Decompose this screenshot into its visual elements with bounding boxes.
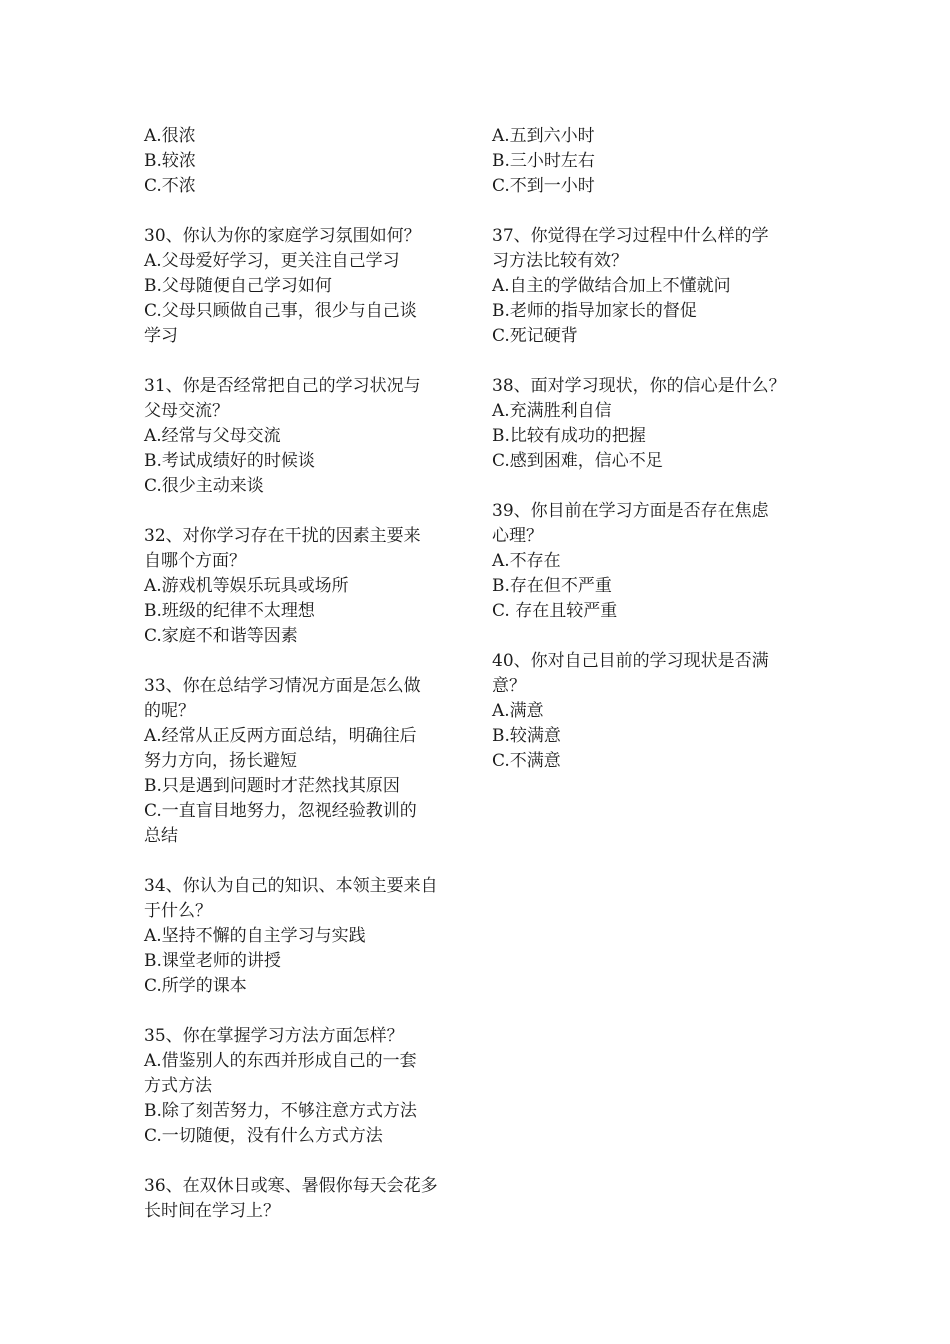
answer-option: B.只是遇到问题时才茫然找其原因 — [144, 776, 400, 796]
answer-option: C.所学的课本 — [144, 976, 247, 996]
answer-option: A.游戏机等娱乐玩具或场所 — [144, 576, 349, 596]
answer-option: A.不存在 — [492, 551, 561, 571]
paragraph-gap — [144, 199, 466, 224]
paragraph-gap — [492, 349, 814, 374]
answer-option: B.三小时左右 — [492, 151, 595, 171]
answer-option: C.死记硬背 — [492, 326, 578, 346]
question-text-continued: 的呢？ — [144, 701, 195, 721]
answer-option: B.班级的纪律不太理想 — [144, 601, 315, 621]
question-text-continued: 意？ — [492, 676, 526, 696]
answer-option: C.父母只顾做自己事，很少与自己谈 — [144, 301, 417, 321]
answer-option: A.经常从正反两方面总结，明确往后 — [144, 726, 417, 746]
question-text: 33、你在总结学习情况方面是怎么做 — [144, 676, 421, 696]
paragraph-gap — [144, 849, 466, 874]
right-column — [492, 124, 814, 774]
answer-option: B.课堂老师的讲授 — [144, 951, 281, 971]
answer-option: B.老师的指导加家长的督促 — [492, 301, 697, 321]
question-text: 34、你认为自己的知识、本领主要来自 — [144, 876, 438, 896]
question-text-continued: 习方法比较有效？ — [492, 251, 628, 271]
answer-option: C.不满意 — [492, 751, 561, 771]
paragraph-gap — [492, 474, 814, 499]
paragraph-gap — [492, 624, 814, 649]
question-text-continued: 长时间在学习上？ — [144, 1201, 280, 1221]
paragraph-gap — [144, 349, 466, 374]
question-text: 31、你是否经常把自己的学习状况与 — [144, 376, 421, 396]
answer-option: A.充满胜利自信 — [492, 401, 612, 421]
answer-option: A.经常与父母交流 — [144, 426, 281, 446]
answer-option: B.存在但不严重 — [492, 576, 612, 596]
answer-option: A.自主的学做结合加上不懂就问 — [492, 276, 731, 296]
question-text-continued: 努力方向，扬长避短 — [144, 751, 297, 771]
question-text-continued: 父母交流？ — [144, 401, 229, 421]
question-text-continued: 于什么？ — [144, 901, 212, 921]
answer-option: A.五到六小时 — [492, 126, 595, 146]
question-text-continued: 总结 — [144, 826, 178, 846]
paragraph-gap — [492, 199, 814, 224]
paragraph-gap — [144, 499, 466, 524]
answer-option: C.不浓 — [144, 176, 196, 196]
answer-option: C.不到一小时 — [492, 176, 595, 196]
left-column — [144, 124, 466, 1224]
answer-option: C.一直盲目地努力，忽视经验教训的 — [144, 801, 417, 821]
paragraph-gap — [144, 649, 466, 674]
question-text-continued: 方式方法 — [144, 1076, 212, 1096]
answer-option: B.比较有成功的把握 — [492, 426, 646, 446]
question-text: 40、你对自己目前的学习现状是否满 — [492, 651, 769, 671]
paragraph-gap — [144, 999, 466, 1024]
question-text-continued: 心理？ — [492, 526, 543, 546]
answer-option: C.家庭不和谐等因素 — [144, 626, 298, 646]
answer-option: B.较满意 — [492, 726, 561, 746]
answer-option: B.较浓 — [144, 151, 196, 171]
question-text-continued: 自哪个方面？ — [144, 551, 246, 571]
question-text: 38、面对学习现状，你的信心是什么？ — [492, 376, 786, 396]
question-text: 37、你觉得在学习过程中什么样的学 — [492, 226, 769, 246]
answer-option: A.父母爱好学习，更关注自己学习 — [144, 251, 400, 271]
question-text: 39、你目前在学习方面是否存在焦虑 — [492, 501, 769, 521]
question-text-continued: 学习 — [144, 326, 178, 346]
answer-option: C.感到困难，信心不足 — [492, 451, 663, 471]
answer-option: B.除了刻苦努力，不够注意方式方法 — [144, 1101, 417, 1121]
question-text: 32、对你学习存在干扰的因素主要来 — [144, 526, 421, 546]
answer-option: C. 存在且较严重 — [492, 601, 618, 621]
answer-option: A.满意 — [492, 701, 544, 721]
answer-option: A.借鉴别人的东西并形成自己的一套 — [144, 1051, 417, 1071]
question-text: 30、你认为你的家庭学习氛围如何？ — [144, 226, 421, 246]
paragraph-gap — [144, 1149, 466, 1174]
answer-option: C.很少主动来谈 — [144, 476, 264, 496]
answer-option: B.父母随便自己学习如何 — [144, 276, 332, 296]
question-text: 35、你在掌握学习方法方面怎样？ — [144, 1026, 404, 1046]
answer-option: A.坚持不懈的自主学习与实践 — [144, 926, 366, 946]
question-text: 36、在双休日或寒、暑假你每天会花多 — [144, 1176, 438, 1196]
answer-option: A.很浓 — [144, 126, 196, 146]
answer-option: C.一切随便，没有什么方式方法 — [144, 1126, 383, 1146]
answer-option: B.考试成绩好的时候谈 — [144, 451, 315, 471]
